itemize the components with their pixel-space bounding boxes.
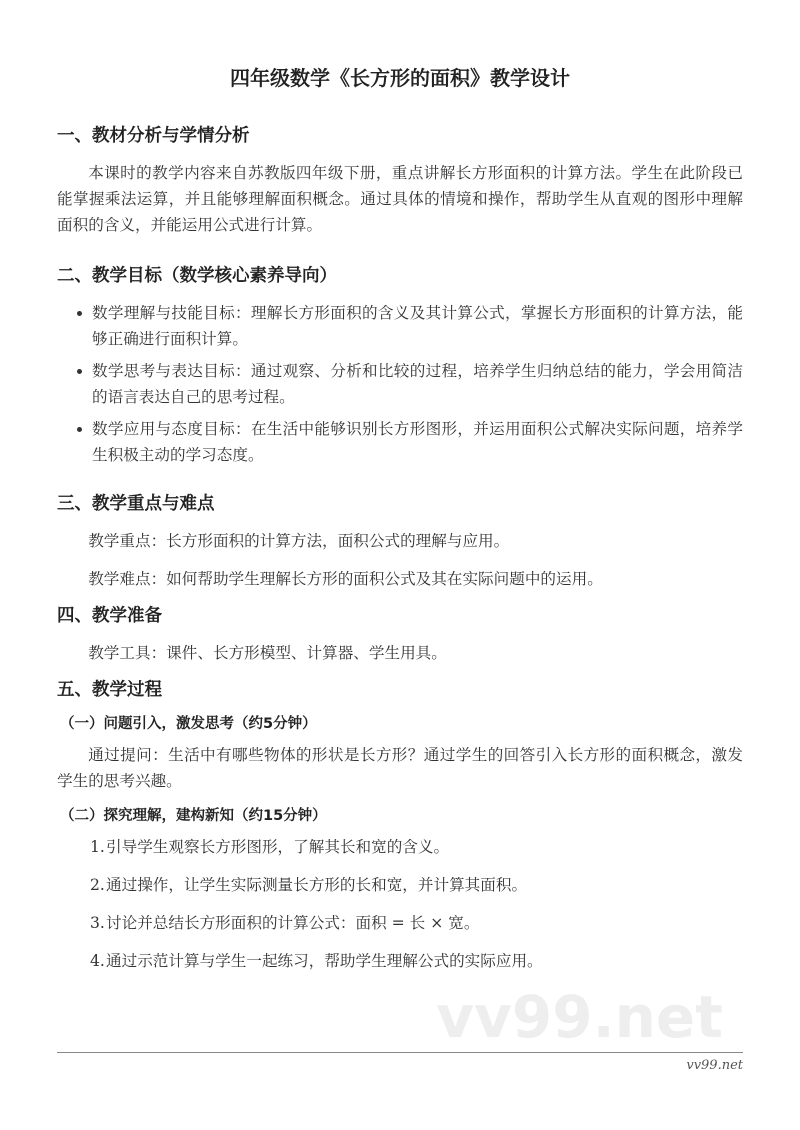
step-number: 1. [90,838,105,856]
step-item [90,948,743,974]
list-item: 数学理解与技能目标：理解长方形面积的含义及其计算公式，掌握长方形面积的计算方法，能够正确进行面积计算。 [70,300,743,352]
step-text: 通过操作，让学生实际测量长方形的长和宽，并计算其面积。 [106,876,528,894]
objectives-list [70,300,743,468]
watermark: vv99.net [436,983,723,1051]
teaching-tools: 教学工具：课件、长方形模型、计算器、学生用具。 [88,644,447,662]
step-text: 讨论并总结长方形面积的计算公式：面积 = 长 × 宽。 [106,914,480,932]
subsection-heading-1: （一）问题引入，激发思考（约5分钟） [60,716,317,732]
section-heading-1: 一、教材分析与学情分析 [57,126,250,146]
step-number: 4. [90,952,105,970]
step-text: 通过示范计算与学生一起练习，帮助学生理解公式的实际应用。 [106,952,543,970]
page-title: 四年级数学《长方形的面积》教学设计 [230,66,570,90]
step-item [90,910,743,936]
step-item [90,834,743,860]
difficulty-point: 教学难点：如何帮助学生理解长方形的面积公式及其在实际问题中的运用。 [88,570,603,588]
list-item: 数学思考与表达目标：通过观察、分析和比较的过程，培养学生归纳总结的能力，学会用简洁的语言表达自己的思考过程。 [70,358,743,410]
footer-site: vv99.net [686,1058,743,1073]
section-heading-3: 三、教学重点与难点 [57,494,215,514]
key-point: 教学重点：长方形面积的计算方法，面积公式的理解与应用。 [88,532,510,550]
step-text: 引导学生观察长方形图形，了解其长和宽的含义。 [106,838,450,856]
step-number: 3. [90,914,105,932]
section-1-paragraph: 本课时的教学内容来自苏教版四年级下册，重点讲解长方形面积的计算方法。学生在此阶段已能掌握乘法运算，并且能够理解面积概念。通过具体的情境和操作，帮助学生从直观的图形中理解面积的含义，并能运用公式进行计算。 [57,164,743,234]
list-item: 数学应用与态度目标：在生活中能够识别长方形图形，并运用面积公式解决实际问题，培养学生积极主动的学习态度。 [70,416,743,468]
step-item [90,872,743,898]
subsection-1-paragraph: 通过提问：生活中有哪些物体的形状是长方形？通过学生的回答引入长方形的面积概念，激发学生的思考兴趣。 [57,746,743,790]
subsection-heading-2: （二）探究理解，建构新知（约15分钟） [60,808,327,824]
section-heading-2: 二、教学目标（数学核心素养导向） [57,266,337,286]
footer-divider [57,1052,743,1053]
step-number: 2. [90,876,105,894]
section-heading-4: 四、教学准备 [57,606,162,626]
section-heading-5: 五、教学过程 [57,680,162,700]
